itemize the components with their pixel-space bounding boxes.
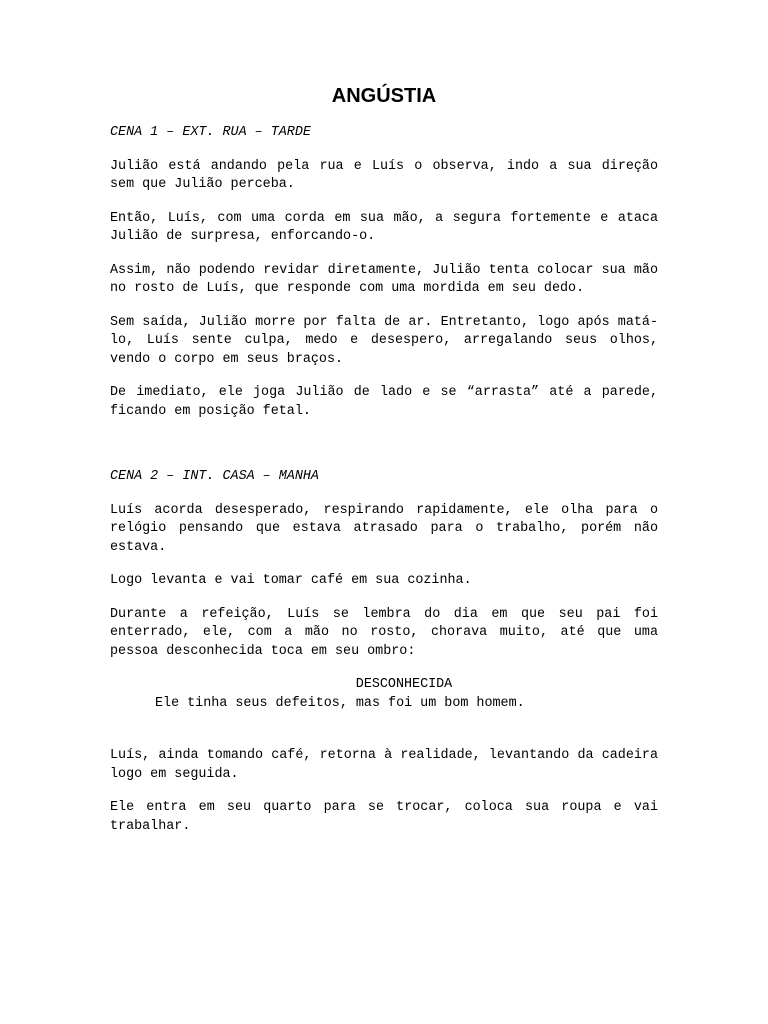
scene1-paragraph: Então, Luís, com uma corda em sua mão, a segura fortemente e ataca Julião de surpresa, enforcando-o. <box>110 210 658 244</box>
dialogue-line: Ele tinha seus defeitos, mas foi um bom homem. <box>155 695 525 711</box>
scene2-paragraph: Luís, ainda tomando café, retorna à realidade, levantando da cadeira logo em seguida. <box>110 748 658 782</box>
scene1-paragraph: Sem saída, Julião morre por falta de ar. Entretanto, logo após matá-lo, Luís sente culpa, medo e desespero, arregalando seus olhos, vendo o corpo em seus braços. <box>110 314 658 367</box>
character-name: DESCONHECIDA <box>355 677 453 692</box>
scene1-paragraph: De imediato, ele joga Julião de lado e se “arrasta” até a parede, ficando em posição fetal. <box>110 385 658 419</box>
scene1-paragraph: Assim, não podendo revidar diretamente, Julião tenta colocar sua mão no rosto de Luís, que responde com uma mordida em seu dedo. <box>110 262 658 296</box>
screenplay-body <box>110 124 658 851</box>
scene-heading-1: CENA 1 – EXT. RUA – TARDE <box>110 125 311 140</box>
scene2-paragraph: Ele entra em seu quarto para se trocar, coloca sua roupa e vai trabalhar. <box>110 800 658 834</box>
dialogue-spacer <box>110 728 658 747</box>
scene-spacer <box>110 436 658 468</box>
scene2-paragraph: Luís acorda desesperado, respirando rapidamente, ele olha para o relógio pensando que estava atrasado para o trabalho, porém não estava. <box>110 502 658 555</box>
scene2-paragraph: Logo levanta e vai tomar café em sua cozinha. <box>110 573 472 588</box>
document-title: ANGÚSTIA <box>331 85 437 107</box>
scene2-paragraph: Durante a refeição, Luís se lembra do dia em que seu pai foi enterrado, ele, com a mão no rosto, chorava muito, até que uma pessoa desconhecida toca em seu ombro: <box>110 606 658 659</box>
scene-heading-2: CENA 2 – INT. CASA – MANHA <box>110 469 319 484</box>
scene1-paragraph: Julião está andando pela rua e Luís o observa, indo a sua direção sem que Julião perceba. <box>110 158 658 192</box>
